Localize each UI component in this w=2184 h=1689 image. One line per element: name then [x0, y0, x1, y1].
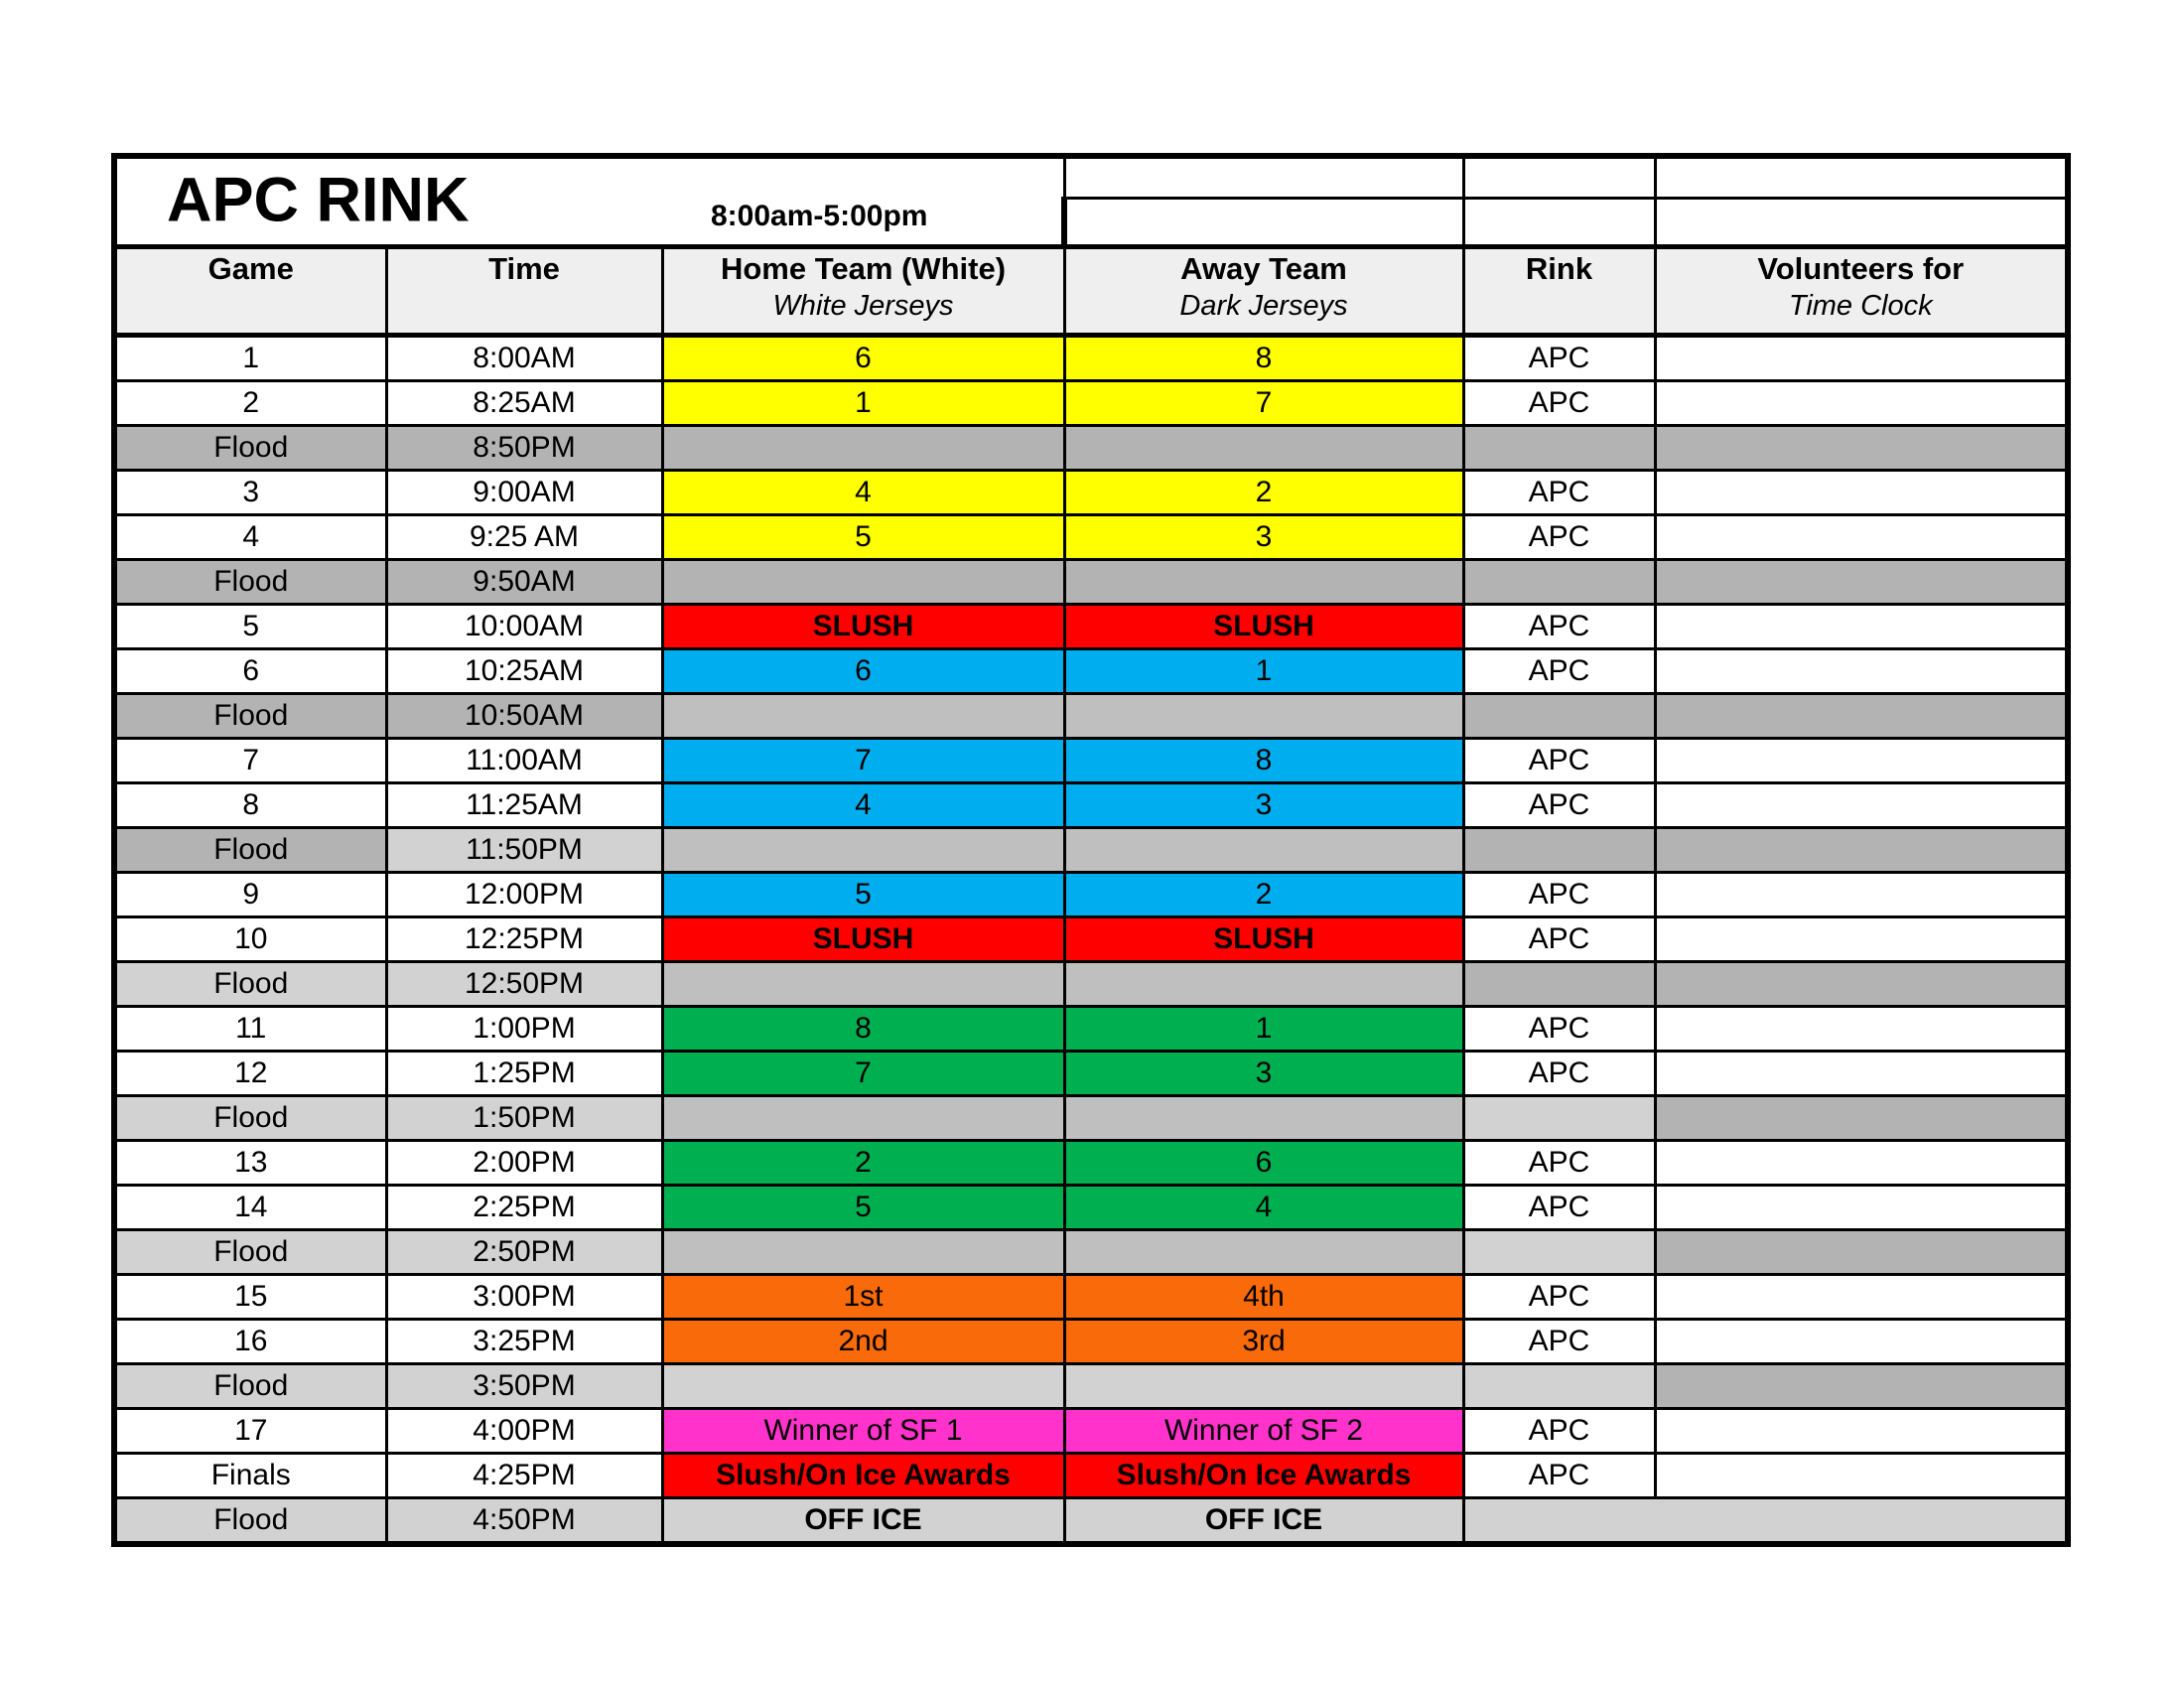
- game-row: [114, 1141, 2068, 1186]
- col-header-volunteers: [1655, 247, 2068, 336]
- rink-cell: [1463, 560, 1655, 605]
- time-cell: 11:25AM: [386, 783, 662, 828]
- home-team-cell: [662, 1096, 1064, 1141]
- away-team-cell: Slush/On Ice Awards: [1064, 1454, 1463, 1498]
- time-cell: 1:00PM: [386, 1007, 662, 1052]
- time-cell: 2:25PM: [386, 1186, 662, 1230]
- game-row: [114, 917, 2068, 962]
- flood-row: [114, 828, 2068, 873]
- time-cell: 3:25PM: [386, 1320, 662, 1364]
- time-cell: 12:50PM: [386, 962, 662, 1007]
- game-row: [114, 1454, 2068, 1498]
- rink-cell: [1463, 828, 1655, 873]
- rink-cell: APC: [1463, 1186, 1655, 1230]
- game-row: [114, 1007, 2068, 1052]
- away-team-cell: 4: [1064, 1186, 1463, 1230]
- home-team-cell: 1st: [662, 1275, 1064, 1320]
- game-cell: 9: [114, 873, 386, 917]
- volunteers-cell: [1655, 917, 2068, 962]
- col-header-label: Home Team (White): [720, 251, 1007, 286]
- volunteers-cell: [1655, 873, 2068, 917]
- away-team-cell: 6: [1064, 1141, 1463, 1186]
- home-team-cell: SLUSH: [662, 917, 1064, 962]
- page-title: APC RINK: [167, 165, 470, 235]
- game-row: [114, 605, 2068, 649]
- game-cell: 2: [114, 381, 386, 426]
- rink-cell: APC: [1463, 515, 1655, 560]
- rink-cell: APC: [1463, 873, 1655, 917]
- away-team-cell: [1064, 828, 1463, 873]
- away-team-cell: [1064, 1096, 1463, 1141]
- away-team-cell: 3: [1064, 515, 1463, 560]
- home-team-cell: 4: [662, 783, 1064, 828]
- home-team-cell: Winner of SF 1: [662, 1409, 1064, 1454]
- col-header-sublabel: White Jerseys: [772, 290, 954, 322]
- home-team-cell: Slush/On Ice Awards: [662, 1454, 1064, 1498]
- away-team-cell: 3: [1064, 1052, 1463, 1096]
- col-header-game: [114, 247, 386, 336]
- time-cell: 9:50AM: [386, 560, 662, 605]
- game-cell: 5: [114, 605, 386, 649]
- rink-cell: APC: [1463, 605, 1655, 649]
- away-team-cell: [1064, 426, 1463, 471]
- time-cell: 3:50PM: [386, 1364, 662, 1409]
- col-header-sublabel: Dark Jerseys: [1179, 290, 1348, 322]
- game-cell: 14: [114, 1186, 386, 1230]
- rink-volunteers-cell: [1463, 1498, 2068, 1545]
- rink-cell: APC: [1463, 917, 1655, 962]
- home-team-cell: 2: [662, 1141, 1064, 1186]
- game-cell: Flood: [114, 426, 386, 471]
- game-row: [114, 739, 2068, 783]
- game-row: [114, 381, 2068, 426]
- flood-row: [114, 1096, 2068, 1141]
- time-cell: 8:25AM: [386, 381, 662, 426]
- volunteers-cell: [1655, 1275, 2068, 1320]
- blank-cell: [1655, 199, 2068, 247]
- game-cell: 4: [114, 515, 386, 560]
- rink-cell: APC: [1463, 783, 1655, 828]
- rink-cell: [1463, 1230, 1655, 1275]
- rink-cell: [1463, 1364, 1655, 1409]
- home-team-cell: 5: [662, 1186, 1064, 1230]
- blank-cell: [1064, 199, 1463, 247]
- col-header-label: Game: [207, 251, 294, 286]
- volunteers-cell: [1655, 515, 2068, 560]
- header-row: [114, 247, 2068, 336]
- game-row: [114, 1275, 2068, 1320]
- game-cell: 13: [114, 1141, 386, 1186]
- time-cell: 2:50PM: [386, 1230, 662, 1275]
- schedule-body: [114, 336, 2068, 1545]
- home-team-cell: [662, 694, 1064, 739]
- home-team-cell: 8: [662, 1007, 1064, 1052]
- time-cell: 8:50PM: [386, 426, 662, 471]
- game-cell: 11: [114, 1007, 386, 1052]
- time-cell: 10:50AM: [386, 694, 662, 739]
- away-team-cell: SLUSH: [1064, 917, 1463, 962]
- rink-cell: APC: [1463, 1409, 1655, 1454]
- blank-cell: [1463, 156, 1655, 199]
- home-team-cell: 5: [662, 515, 1064, 560]
- volunteers-cell: [1655, 1007, 2068, 1052]
- home-team-cell: OFF ICE: [662, 1498, 1064, 1545]
- flood-row: [114, 426, 2068, 471]
- away-team-cell: 7: [1064, 381, 1463, 426]
- game-row: [114, 783, 2068, 828]
- hours-label: 8:00am-5:00pm: [711, 200, 928, 232]
- game-cell: 7: [114, 739, 386, 783]
- game-cell: 12: [114, 1052, 386, 1096]
- away-team-cell: 2: [1064, 873, 1463, 917]
- game-cell: Flood: [114, 828, 386, 873]
- volunteers-cell: [1655, 739, 2068, 783]
- home-team-cell: [662, 1364, 1064, 1409]
- away-team-cell: [1064, 1230, 1463, 1275]
- game-cell: 16: [114, 1320, 386, 1364]
- game-row: [114, 1186, 2068, 1230]
- game-cell: Flood: [114, 1364, 386, 1409]
- volunteers-cell: [1655, 560, 2068, 605]
- away-team-cell: 1: [1064, 1007, 1463, 1052]
- away-team-cell: [1064, 962, 1463, 1007]
- rink-cell: APC: [1463, 1275, 1655, 1320]
- rink-cell: APC: [1463, 1454, 1655, 1498]
- time-cell: 9:25 AM: [386, 515, 662, 560]
- volunteers-cell: [1655, 1409, 2068, 1454]
- volunteers-cell: [1655, 828, 2068, 873]
- time-cell: 4:00PM: [386, 1409, 662, 1454]
- game-cell: 6: [114, 649, 386, 694]
- col-header-label: Time: [488, 251, 560, 286]
- away-team-cell: [1064, 560, 1463, 605]
- game-cell: 10: [114, 917, 386, 962]
- time-cell: 4:50PM: [386, 1498, 662, 1545]
- home-team-cell: 5: [662, 873, 1064, 917]
- game-row: [114, 873, 2068, 917]
- rink-cell: APC: [1463, 1320, 1655, 1364]
- rink-cell: [1463, 426, 1655, 471]
- time-cell: 12:25PM: [386, 917, 662, 962]
- volunteers-cell: [1655, 605, 2068, 649]
- rink-cell: [1463, 1096, 1655, 1141]
- game-cell: 3: [114, 471, 386, 515]
- blank-cell: [1463, 199, 1655, 247]
- title-block: [114, 156, 1064, 247]
- col-header-label: Rink: [1525, 251, 1593, 286]
- rink-cell: APC: [1463, 336, 1655, 381]
- time-cell: 1:25PM: [386, 1052, 662, 1096]
- rink-cell: APC: [1463, 1052, 1655, 1096]
- time-cell: 8:00AM: [386, 336, 662, 381]
- away-team-cell: 3: [1064, 783, 1463, 828]
- home-team-cell: 4: [662, 471, 1064, 515]
- game-cell: Finals: [114, 1454, 386, 1498]
- volunteers-cell: [1655, 962, 2068, 1007]
- game-cell: Flood: [114, 1498, 386, 1545]
- blank-cell: [1064, 156, 1463, 199]
- col-header-label: Volunteers for: [1757, 251, 1965, 286]
- volunteers-cell: [1655, 1320, 2068, 1364]
- volunteers-cell: [1655, 471, 2068, 515]
- home-team-cell: SLUSH: [662, 605, 1064, 649]
- away-team-cell: [1064, 694, 1463, 739]
- flood-row: [114, 1498, 2068, 1545]
- away-team-cell: 4th: [1064, 1275, 1463, 1320]
- time-cell: 9:00AM: [386, 471, 662, 515]
- game-cell: Flood: [114, 1096, 386, 1141]
- game-row: [114, 336, 2068, 381]
- away-team-cell: 8: [1064, 336, 1463, 381]
- volunteers-cell: [1655, 336, 2068, 381]
- time-cell: 2:00PM: [386, 1141, 662, 1186]
- col-header-rink: [1463, 247, 1655, 336]
- volunteers-cell: [1655, 1230, 2068, 1275]
- schedule-table: [111, 153, 2071, 1547]
- rink-cell: APC: [1463, 381, 1655, 426]
- game-cell: 8: [114, 783, 386, 828]
- home-team-cell: [662, 560, 1064, 605]
- game-cell: Flood: [114, 962, 386, 1007]
- away-team-cell: 3rd: [1064, 1320, 1463, 1364]
- volunteers-cell: [1655, 1052, 2068, 1096]
- table-head: [114, 156, 2068, 336]
- time-cell: 12:00PM: [386, 873, 662, 917]
- home-team-cell: 1: [662, 381, 1064, 426]
- away-team-cell: OFF ICE: [1064, 1498, 1463, 1545]
- game-row: [114, 471, 2068, 515]
- game-row: [114, 1052, 2068, 1096]
- rink-cell: APC: [1463, 1141, 1655, 1186]
- blank-cell: [1655, 156, 2068, 199]
- time-cell: 3:00PM: [386, 1275, 662, 1320]
- away-team-cell: 1: [1064, 649, 1463, 694]
- flood-row: [114, 962, 2068, 1007]
- game-row: [114, 1320, 2068, 1364]
- away-team-cell: SLUSH: [1064, 605, 1463, 649]
- rink-cell: APC: [1463, 1007, 1655, 1052]
- rink-cell: [1463, 694, 1655, 739]
- time-cell: 10:00AM: [386, 605, 662, 649]
- home-team-cell: [662, 962, 1064, 1007]
- volunteers-cell: [1655, 426, 2068, 471]
- away-team-cell: [1064, 1364, 1463, 1409]
- rink-cell: APC: [1463, 649, 1655, 694]
- volunteers-cell: [1655, 1454, 2068, 1498]
- volunteers-cell: [1655, 1364, 2068, 1409]
- game-cell: Flood: [114, 694, 386, 739]
- game-cell: Flood: [114, 1230, 386, 1275]
- volunteers-cell: [1655, 1186, 2068, 1230]
- time-cell: 11:50PM: [386, 828, 662, 873]
- home-team-cell: [662, 828, 1064, 873]
- col-header-sublabel: Time Clock: [1788, 290, 1933, 322]
- volunteers-cell: [1655, 381, 2068, 426]
- home-team-cell: 6: [662, 649, 1064, 694]
- volunteers-cell: [1655, 783, 2068, 828]
- game-cell: Flood: [114, 560, 386, 605]
- away-team-cell: 2: [1064, 471, 1463, 515]
- game-cell: 1: [114, 336, 386, 381]
- game-row: [114, 515, 2068, 560]
- col-header-time: [386, 247, 662, 336]
- home-team-cell: [662, 426, 1064, 471]
- volunteers-cell: [1655, 1096, 2068, 1141]
- time-cell: 1:50PM: [386, 1096, 662, 1141]
- flood-row: [114, 1364, 2068, 1409]
- home-team-cell: 7: [662, 1052, 1064, 1096]
- game-cell: 17: [114, 1409, 386, 1454]
- home-team-cell: [662, 1230, 1064, 1275]
- flood-row: [114, 694, 2068, 739]
- time-cell: 4:25PM: [386, 1454, 662, 1498]
- col-header-away-team: [1064, 247, 1463, 336]
- time-cell: 11:00AM: [386, 739, 662, 783]
- time-cell: 10:25AM: [386, 649, 662, 694]
- col-header-label: Away Team: [1180, 251, 1347, 286]
- rink-cell: APC: [1463, 471, 1655, 515]
- game-cell: 15: [114, 1275, 386, 1320]
- rink-cell: APC: [1463, 739, 1655, 783]
- home-team-cell: 2nd: [662, 1320, 1064, 1364]
- away-team-cell: Winner of SF 2: [1064, 1409, 1463, 1454]
- game-row: [114, 649, 2068, 694]
- home-team-cell: 7: [662, 739, 1064, 783]
- volunteers-cell: [1655, 694, 2068, 739]
- title-row-top: [114, 156, 2068, 199]
- col-header-home-team: [662, 247, 1064, 336]
- home-team-cell: 6: [662, 336, 1064, 381]
- away-team-cell: 8: [1064, 739, 1463, 783]
- volunteers-cell: [1655, 1141, 2068, 1186]
- game-row: [114, 1409, 2068, 1454]
- volunteers-cell: [1655, 649, 2068, 694]
- flood-row: [114, 1230, 2068, 1275]
- flood-row: [114, 560, 2068, 605]
- rink-cell: [1463, 962, 1655, 1007]
